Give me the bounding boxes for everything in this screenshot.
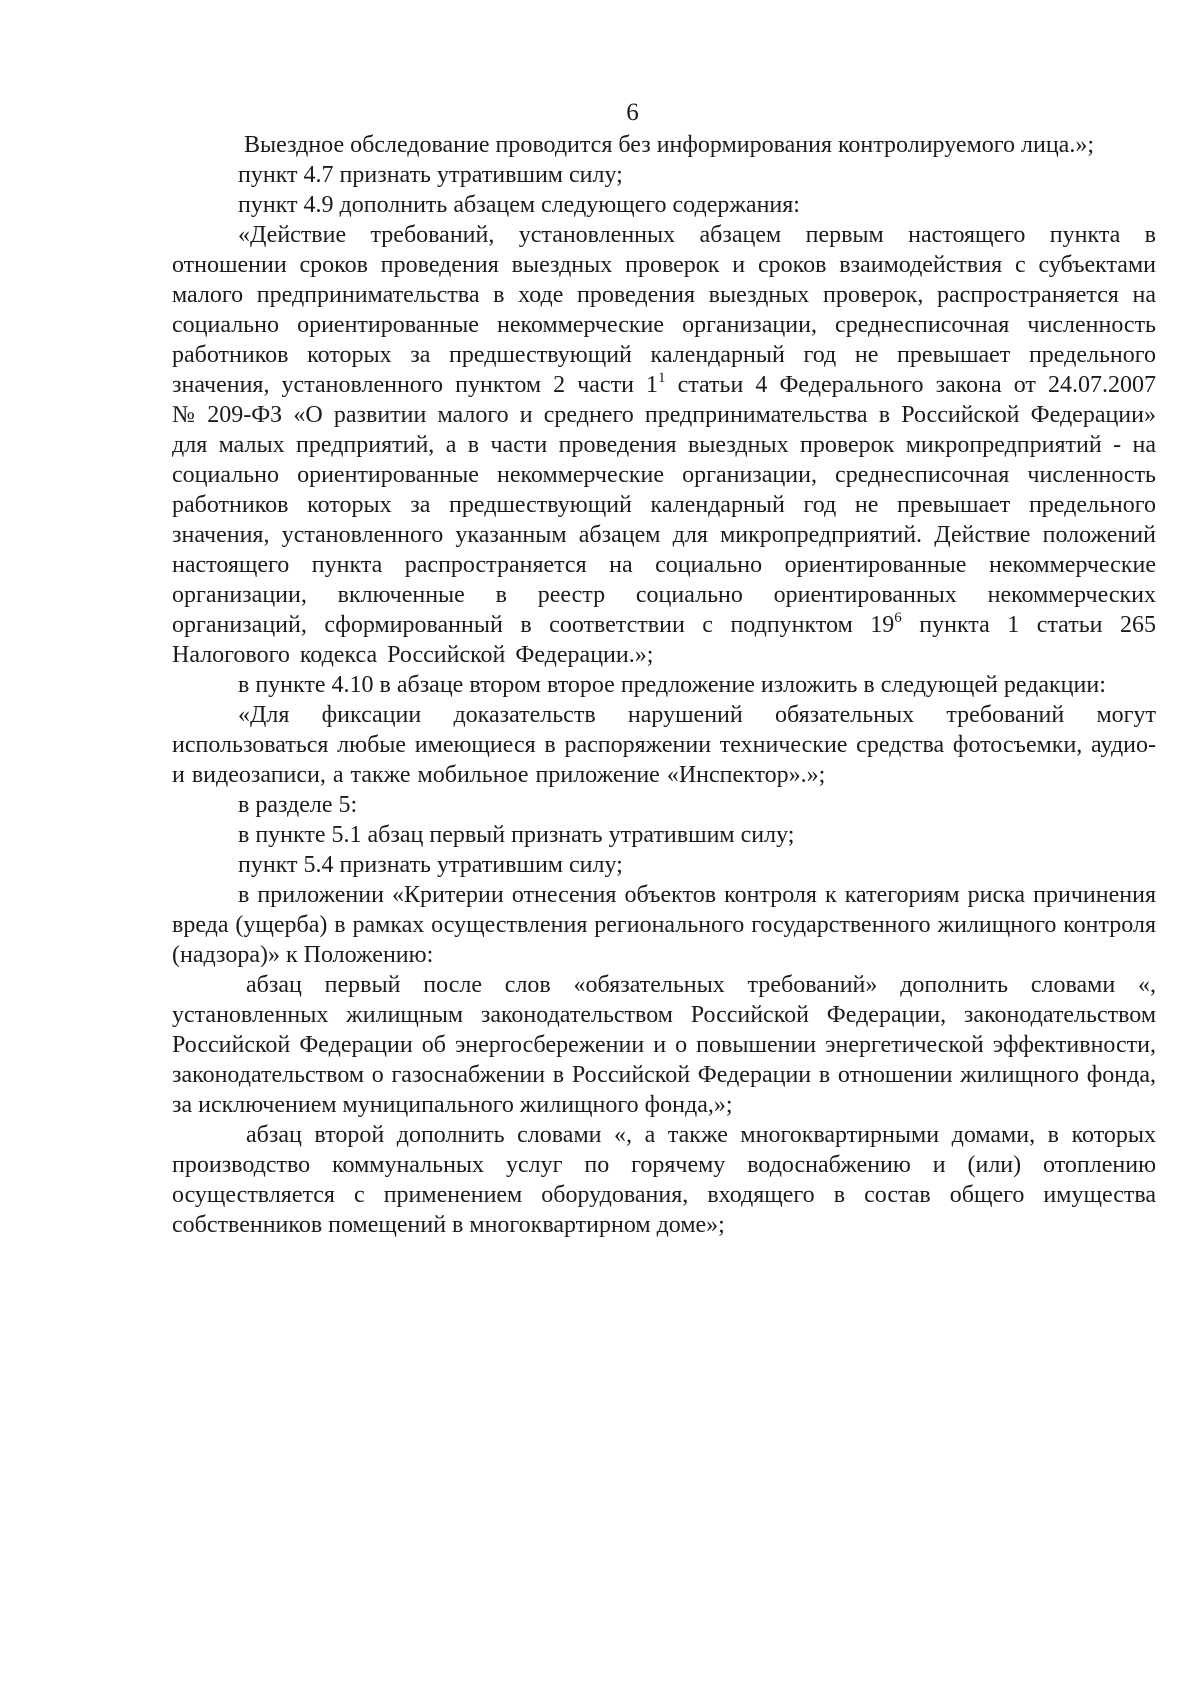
- paragraph-evidence-fixation: «Для фиксации доказательств нарушений обязательных требований могут использоваться любые имеющиеся в распоряжении технические средства фотосъемки, аудио- и видеозаписи, а также мобильное приложение «Инспектор».»;: [172, 702, 1156, 788]
- page-number: 6: [626, 99, 639, 126]
- paragraph-clause-4-7: пункт 4.7 признать утратившим силу;: [238, 162, 623, 188]
- paragraph-section-5: в разделе 5:: [238, 792, 358, 818]
- paragraph-first-abstract: абзац первый после слов «обязательных требований» дополнить словами «, установленных жилищным законодательством Российской Федерации, законодательством Российской Федерации об энергосбережении и о повышении энергетической эффективности, законодательством о газоснабжении в Российской Федерации в отношении жилищного фонда, за исключением муниципального жилищного фонда,»;: [172, 972, 1156, 1118]
- paragraph-text: статьи 4 Федерального закона от 24.07.2007 № 209-ФЗ «О развитии малого и среднего предпринимательства в Российской Федерации» для малых предприятий, а в части проведения выездных проверок микропредприятий - на социально ориентированные некоммерческие организации, среднесписочная численность работников которых за предшествующий календарный год не превышает предельного значения, установленного указанным абзацем для микропредприятий. Действие положений настоящего пункта распространяется на социально ориентированные некоммерческие организации, включенные в реестр социально ориентированных некоммерческих организаций, сформированный в соответствии с подпунктом 19: [172, 372, 1156, 638]
- paragraph-text: «Действие требований, установленных абзацем первым настоящего пункта в отношении сроков проведения выездных проверок и сроков взаимодействия с субъектами малого предпринимательства в ходе проведения выездных проверок, распространяется на социально ориентированные некоммерческие организации, среднесписочная численность работников которых за предшествующий календарный год не превышает предельного значения, установленного пунктом 2 части 1: [172, 222, 1156, 398]
- paragraph-appendix-criteria: в приложении «Критерии отнесения объектов контроля к категориям риска причинения вреда (ущерба) в рамках осуществления регионального государственного жилищного контроля (надзора)» к Положению:: [172, 882, 1156, 968]
- superscript: 6: [894, 610, 902, 626]
- paragraph-second-abstract: абзац второй дополнить словами «, а также многоквартирными домами, в которых производство коммунальных услуг по горячему водоснабжению и (или) отоплению осуществляется с применением оборудования, входящего в состав общего имущества собственников помещений в многоквартирном доме»;: [172, 1122, 1156, 1238]
- paragraph-requirements-action: [172, 220, 1156, 670]
- paragraph-outside-inspection: Выездное обследование проводится без информирования контролируемого лица.»;: [244, 132, 1094, 158]
- superscript: 1: [658, 370, 666, 386]
- paragraph-clause-4-10: в пункте 4.10 в абзаце втором второе предложение изложить в следующей редакции:: [238, 672, 1106, 698]
- document-body: [172, 130, 1156, 1240]
- paragraph-text: пункта 1 статьи 265 Налогового кодекса Российской Федерации.»;: [172, 612, 1156, 668]
- paragraph-clause-4-9: пункт 4.9 дополнить абзацем следующего содержания:: [238, 192, 800, 218]
- paragraph-clause-5-4: пункт 5.4 признать утратившим силу;: [238, 852, 623, 878]
- paragraph-clause-5-1: в пункте 5.1 абзац первый признать утратившим силу;: [238, 822, 795, 848]
